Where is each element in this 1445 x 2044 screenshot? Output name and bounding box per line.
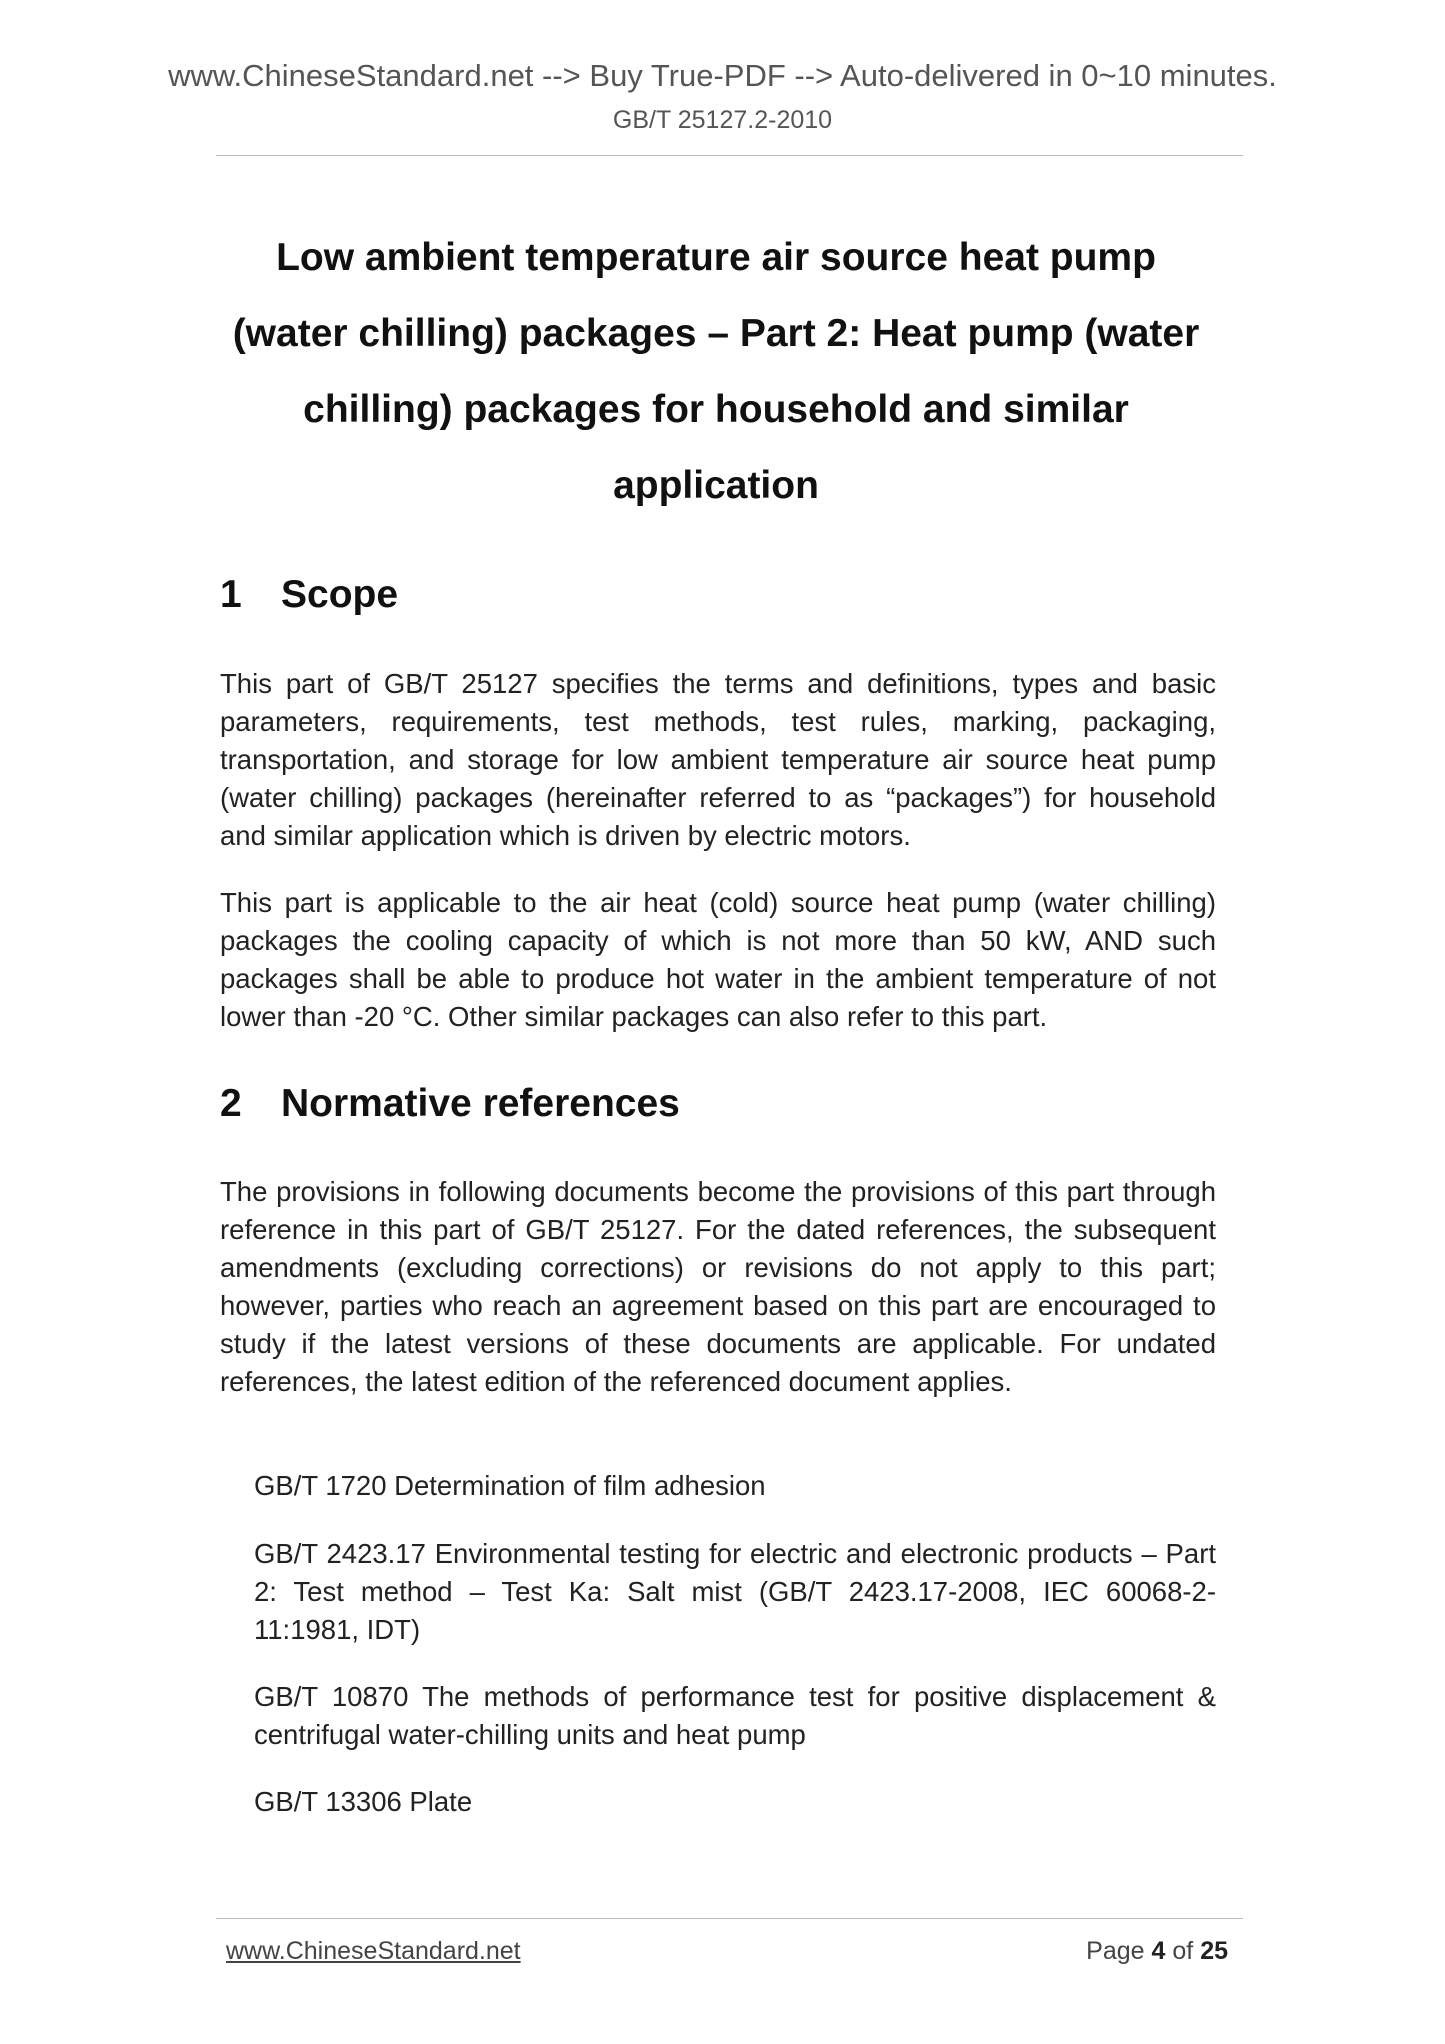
section-2-heading (220, 1082, 680, 1126)
page-title: Low ambient temperature air source heat pump (water chilling) packages – Part 2: Heat pump (water chilling) packages for household and similar application (232, 236, 1200, 507)
reference-item: GB/T 1720 Determination of film adhesion (254, 1470, 766, 1501)
section-number: 2 (220, 1082, 242, 1125)
page-number (1086, 1937, 1228, 1966)
footer-divider (216, 1918, 1243, 1919)
section-number: 1 (220, 573, 242, 616)
footer-website-link[interactable]: www.ChineseStandard.net (226, 1937, 521, 1965)
section-title: Normative references (281, 1082, 680, 1125)
section-title: Scope (281, 573, 399, 616)
reference-item: GB/T 10870 The methods of performance test for positive displacement & centrifugal water-chilling units and heat pump (254, 1681, 1216, 1750)
reference-item: GB/T 13306 Plate (254, 1786, 473, 1817)
current-page: 4 (1151, 1937, 1166, 1965)
document-code: GB/T 25127.2-2010 (612, 106, 833, 134)
scope-paragraph-2: This part is applicable to the air heat (cold) source heat pump (water chilling) packages the cooling capacity of which is not more than 50 kW, AND such packages shall be able to produce hot water in the ambient temperature of not lower than -20 °C. Other similar packages can also refer to this part. (220, 887, 1216, 1032)
section-1-heading (220, 573, 398, 617)
total-pages: 25 (1200, 1937, 1228, 1965)
page-label: Page (1086, 1937, 1145, 1965)
scope-paragraph-1: This part of GB/T 25127 specifies the terms and definitions, types and basic parameters, requirements, test methods, test rules, marking, packaging, transportation, and storage for low ambient temperature air source heat pump (water chilling) packages (hereinafter referred to as “packages”) for household and similar application which is driven by electric motors. (220, 668, 1216, 851)
reference-item: GB/T 2423.17 Environmental testing for electric and electronic products – Part 2: Test method – Test Ka: Salt mist (GB/T 2423.17-2008, IEC 60068-2-11:1981, IDT) (254, 1538, 1216, 1645)
header-divider (216, 155, 1243, 156)
normative-references-paragraph: The provisions in following documents become the provisions of this part through reference in this part of GB/T 25127. For the dated references, the subsequent amendments (excluding corrections) or revisions do not apply to this part; however, parties who reach an agreement based on this part are encouraged to study if the latest versions of these documents are applicable. For undated references, the latest edition of the referenced document applies. (220, 1176, 1216, 1397)
page-of-label: of (1172, 1937, 1194, 1965)
top-banner[interactable]: www.ChineseStandard.net --> Buy True-PDF --> Auto-delivered in 0~10 minutes. (168, 58, 1277, 93)
